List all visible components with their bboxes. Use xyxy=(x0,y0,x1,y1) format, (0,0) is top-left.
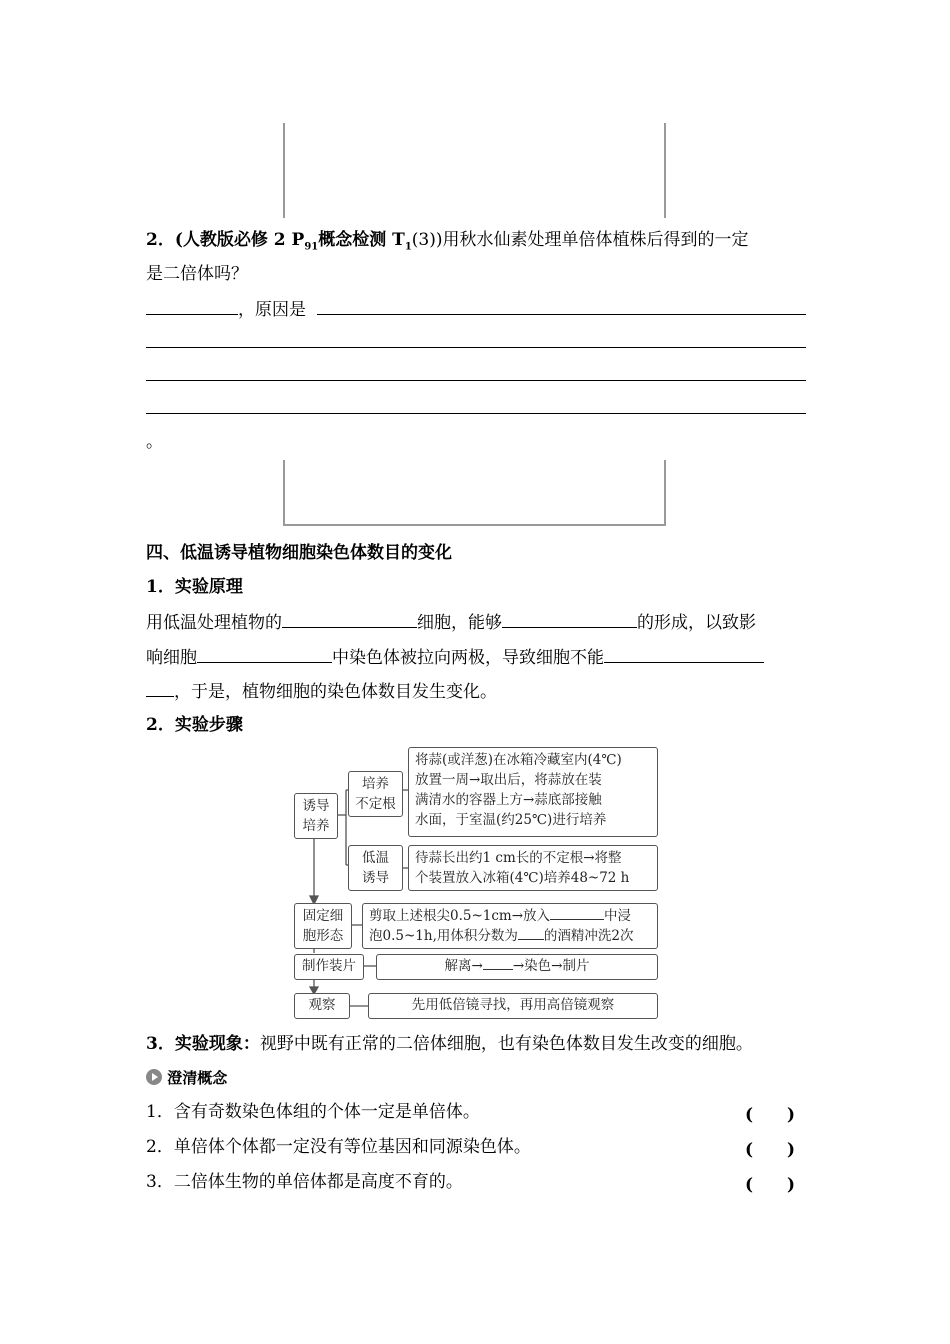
flow-root-desc-box: 将蒜(或洋葱)在冰箱冷藏室内(4℃) 放置一周→取出后，将蒜放在装 满清水的容器上方→蒜底部接触 水面，于室温(约25℃)进行培养 xyxy=(408,747,658,837)
principle-line1: 用低温处理植物的 细胞，能够 的形成，以致影 xyxy=(146,609,756,635)
flow-root-box: 培养 不定根 xyxy=(348,771,403,817)
flow-cold-box: 低温 诱导 xyxy=(348,845,403,891)
slide-step-blank[interactable] xyxy=(483,956,513,970)
flow-observe-desc-box: 先用低倍镜寻找，再用高倍镜观察 xyxy=(368,993,658,1019)
section-heading: 四、低温诱导植物细胞染色体数目的变化 xyxy=(146,543,452,563)
principle-title: 1．实验原理 xyxy=(146,577,243,597)
clarify-title: 澄清概念 xyxy=(167,1069,228,1087)
principle-line2: 响细胞 中染色体被拉向两极，导致细胞不能 xyxy=(146,644,764,670)
flow-induce-box: 诱导 培养 xyxy=(294,793,338,839)
clarify-item-1: 1．含有奇数染色体组的个体一定是单倍体。 xyxy=(146,1102,480,1122)
flow-slide-box: 制作装片 xyxy=(294,954,364,980)
fix-solution-blank[interactable] xyxy=(550,906,604,920)
flow-observe-box: 观察 xyxy=(294,993,350,1019)
q2-line2: 是二倍体吗？ xyxy=(146,264,248,284)
clarify-answer-1[interactable]: ( ) xyxy=(745,1105,796,1125)
clarify-item-3: 3．二倍体生物的单倍体都是高度不育的。 xyxy=(146,1172,463,1192)
play-icon xyxy=(146,1069,162,1085)
clarify-header xyxy=(146,1068,227,1088)
alcohol-percent-blank[interactable] xyxy=(518,926,544,940)
q2-line1: 2．(人教版必修 2 $P_{91}$概念检测 $T_1(3)$)用秋水仙素处理单倍体植株后得到的一定 xyxy=(146,230,749,253)
q2-reason-label: ，原因是 xyxy=(238,300,306,320)
clarify-item-2: 2．单倍体个体都一定没有等位基因和同源染色体。 xyxy=(146,1137,531,1157)
steps-title: 2．实验步骤 xyxy=(146,715,243,735)
flow-cold-desc-box: 待蒜长出约1 cm长的不定根→将整 个装置放入冰箱(4℃)培养48~72 h xyxy=(408,845,658,891)
phenomenon-line: 3．实验现象：视野中既有正常的二倍体细胞，也有染色体数目发生改变的细胞。 xyxy=(146,1034,753,1054)
flow-fix-desc-box: 剪取上述根尖0.5~1cm→放入 中浸 泡0.5~1h,用体积分数为 的酒精冲洗2次 xyxy=(362,903,658,949)
clarify-answer-3[interactable]: ( ) xyxy=(745,1175,796,1195)
flow-fix-box: 固定细 胞形态 xyxy=(294,903,352,949)
flow-slide-desc-box: 解离→ →染色→制片 xyxy=(376,954,658,980)
q2-end-mark: 。 xyxy=(146,432,163,452)
clarify-answer-2[interactable]: ( ) xyxy=(745,1140,796,1160)
principle-line3: ，于是，植物细胞的染色体数目发生变化。 xyxy=(146,678,497,704)
